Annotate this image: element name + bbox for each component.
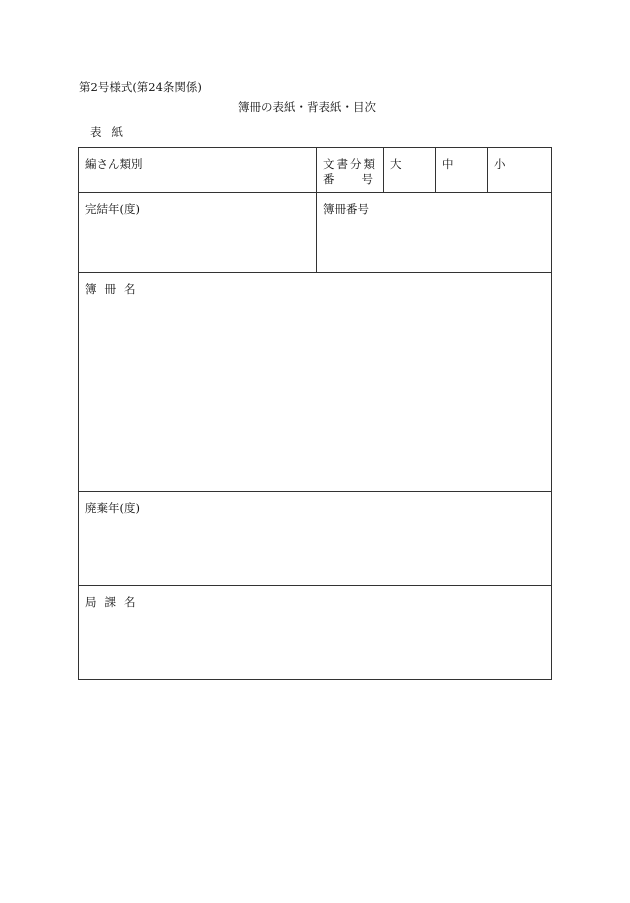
form-row-volume-name bbox=[79, 273, 551, 492]
class-medium-cell bbox=[436, 148, 488, 192]
completion-year-cell bbox=[79, 193, 317, 272]
classification-number-label bbox=[323, 157, 377, 187]
classification-number-cell bbox=[317, 148, 384, 192]
form-row-disposal bbox=[79, 492, 551, 586]
volume-number-label: 簿冊番号 bbox=[323, 202, 369, 216]
class-small-cell bbox=[488, 148, 551, 192]
form-row-category bbox=[79, 148, 551, 193]
category-cell bbox=[79, 148, 317, 192]
section-title: 表紙 bbox=[90, 125, 133, 139]
classification-number-line2-a: 番 bbox=[323, 172, 335, 186]
form-row-bureau bbox=[79, 586, 551, 679]
class-large-label: 大 bbox=[390, 157, 402, 171]
form-row-completion bbox=[79, 193, 551, 273]
category-label: 編さん類別 bbox=[85, 157, 143, 171]
completion-year-label: 完結年(度) bbox=[85, 202, 140, 216]
bureau-section-label: 局課名 bbox=[85, 595, 144, 609]
class-medium-label: 中 bbox=[442, 157, 454, 171]
volume-name-label: 簿冊名 bbox=[85, 282, 144, 296]
disposal-year-label: 廃棄年(度) bbox=[85, 501, 140, 515]
form-number: 第2号様式(第24条関係) bbox=[79, 80, 202, 94]
class-small-label: 小 bbox=[494, 157, 506, 171]
classification-number-line1: 文書分類 bbox=[323, 157, 377, 171]
volume-number-cell bbox=[317, 193, 551, 272]
cover-form-table bbox=[78, 147, 552, 680]
class-large-cell bbox=[384, 148, 436, 192]
document-title: 簿冊の表紙・背表紙・目次 bbox=[238, 100, 376, 114]
classification-number-line2-b: 号 bbox=[361, 172, 373, 186]
